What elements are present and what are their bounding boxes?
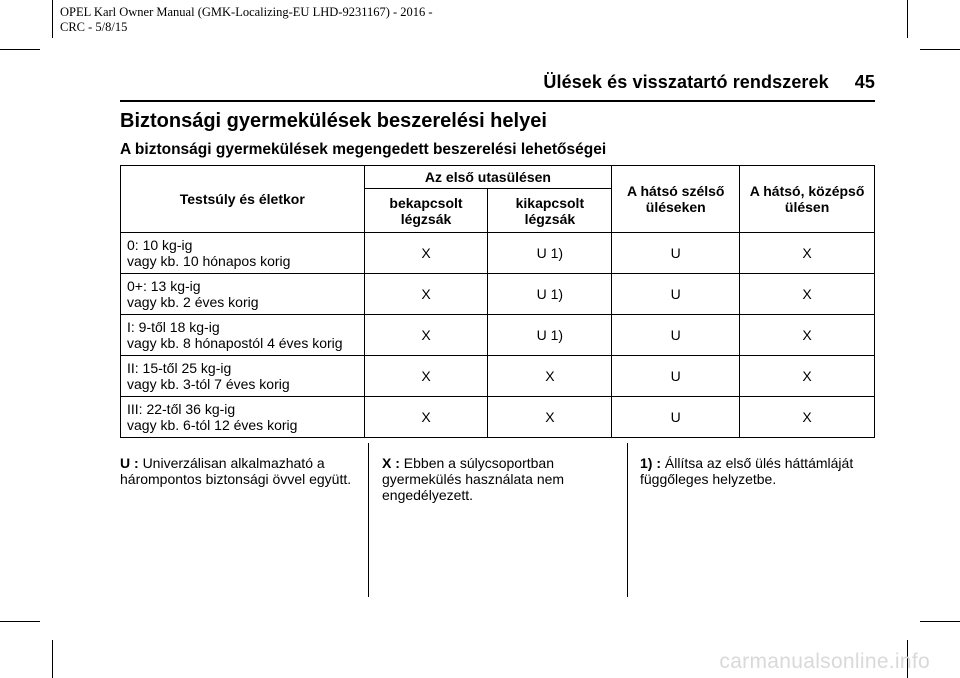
page-number: 45	[854, 72, 875, 92]
column-divider	[627, 443, 628, 597]
weight-group: III: 22-től 36 kg-ig	[127, 401, 236, 417]
header-weight-age: Testsúly és életkor	[121, 166, 365, 233]
weight-group-cell	[121, 233, 365, 274]
crop-mark	[0, 49, 40, 50]
crop-mark	[907, 0, 908, 38]
legend-u	[120, 455, 352, 487]
crop-mark	[52, 640, 53, 678]
watermark: carmanualsonline.info	[719, 650, 930, 673]
legend-key: X :	[382, 455, 400, 471]
compatibility-table	[120, 165, 875, 438]
weight-group-cell	[121, 274, 365, 315]
airbag-off-cell: X	[488, 397, 612, 438]
rear-outer-cell: U	[612, 233, 740, 274]
section-title: Ülések és visszatartó rendszerek	[543, 72, 829, 92]
rear-center-cell: X	[740, 274, 875, 315]
weight-group: I: 9-től 18 kg-ig	[127, 319, 220, 335]
airbag-off-cell: U 1)	[488, 315, 612, 356]
age-range: vagy kb. 6-tól 12 éves korig	[127, 417, 298, 433]
legend-key: U :	[120, 455, 139, 471]
header-rear-outer: A hátsó szélső üléseken	[612, 166, 740, 233]
age-range: vagy kb. 8 hónapostól 4 éves korig	[127, 335, 343, 351]
crop-mark	[920, 49, 960, 50]
age-range: vagy kb. 2 éves korig	[127, 294, 259, 310]
legend-text: Állítsa az első ülés háttámláját függőleges helyzetbe.	[640, 455, 854, 487]
table-row	[121, 274, 875, 315]
crop-mark	[0, 621, 40, 622]
rear-center-cell: X	[740, 356, 875, 397]
airbag-on-cell: X	[364, 274, 488, 315]
airbag-off-cell: U 1)	[488, 274, 612, 315]
rear-outer-cell: U	[612, 315, 740, 356]
page-title: Biztonsági gyermekülések beszerelési helyei	[120, 110, 547, 132]
airbag-on-cell: X	[364, 397, 488, 438]
column-divider	[368, 443, 369, 597]
airbag-on-cell: X	[364, 315, 488, 356]
legend-text: Univerzálisan alkalmazható a hárompontos biztonsági övvel együtt.	[120, 455, 352, 487]
crop-mark	[920, 621, 960, 622]
legend-1	[640, 455, 875, 487]
header-rear-center: A hátsó, középső ülésen	[740, 166, 875, 233]
weight-group: II: 15-től 25 kg-ig	[127, 360, 232, 376]
rear-outer-cell: U	[612, 356, 740, 397]
weight-group: 0+: 13 kg-ig	[127, 278, 201, 294]
rear-outer-cell: U	[612, 397, 740, 438]
print-metadata-line: CRC - 5/8/15	[60, 20, 128, 34]
rear-center-cell: X	[740, 233, 875, 274]
age-range: vagy kb. 10 hónapos korig	[127, 253, 291, 269]
airbag-off-cell: X	[488, 356, 612, 397]
print-metadata	[60, 5, 433, 35]
legend-text: Ebben a súlycsoportban gyermekülés használata nem engedélyezett.	[382, 455, 565, 503]
table-row	[121, 233, 875, 274]
rear-center-cell: X	[740, 397, 875, 438]
legend-x	[382, 455, 602, 503]
table-row	[121, 397, 875, 438]
airbag-on-cell: X	[364, 233, 488, 274]
header-rule	[120, 100, 875, 102]
weight-group-cell	[121, 397, 365, 438]
airbag-off-cell: U 1)	[488, 233, 612, 274]
age-range: vagy kb. 3-tól 7 éves korig	[127, 376, 290, 392]
legend-key: 1) :	[640, 455, 661, 471]
weight-group-cell	[121, 356, 365, 397]
crop-mark	[52, 0, 53, 38]
table-row	[121, 356, 875, 397]
header-airbag-on: bekapcsolt légzsák	[364, 189, 488, 233]
rear-outer-cell: U	[612, 274, 740, 315]
header-front-seat: Az első utasülésen	[364, 166, 612, 189]
print-metadata-line: OPEL Karl Owner Manual (GMK-Localizing-EU LHD-9231167) - 2016 -	[60, 5, 433, 19]
weight-group: 0: 10 kg-ig	[127, 237, 193, 253]
table-row	[121, 315, 875, 356]
weight-group-cell	[121, 315, 365, 356]
airbag-on-cell: X	[364, 356, 488, 397]
table-caption: A biztonsági gyermekülések megengedett beszerelési lehetőségei	[120, 141, 607, 158]
running-header	[0, 72, 875, 93]
header-airbag-off: kikapcsolt légzsák	[488, 189, 612, 233]
rear-center-cell: X	[740, 315, 875, 356]
